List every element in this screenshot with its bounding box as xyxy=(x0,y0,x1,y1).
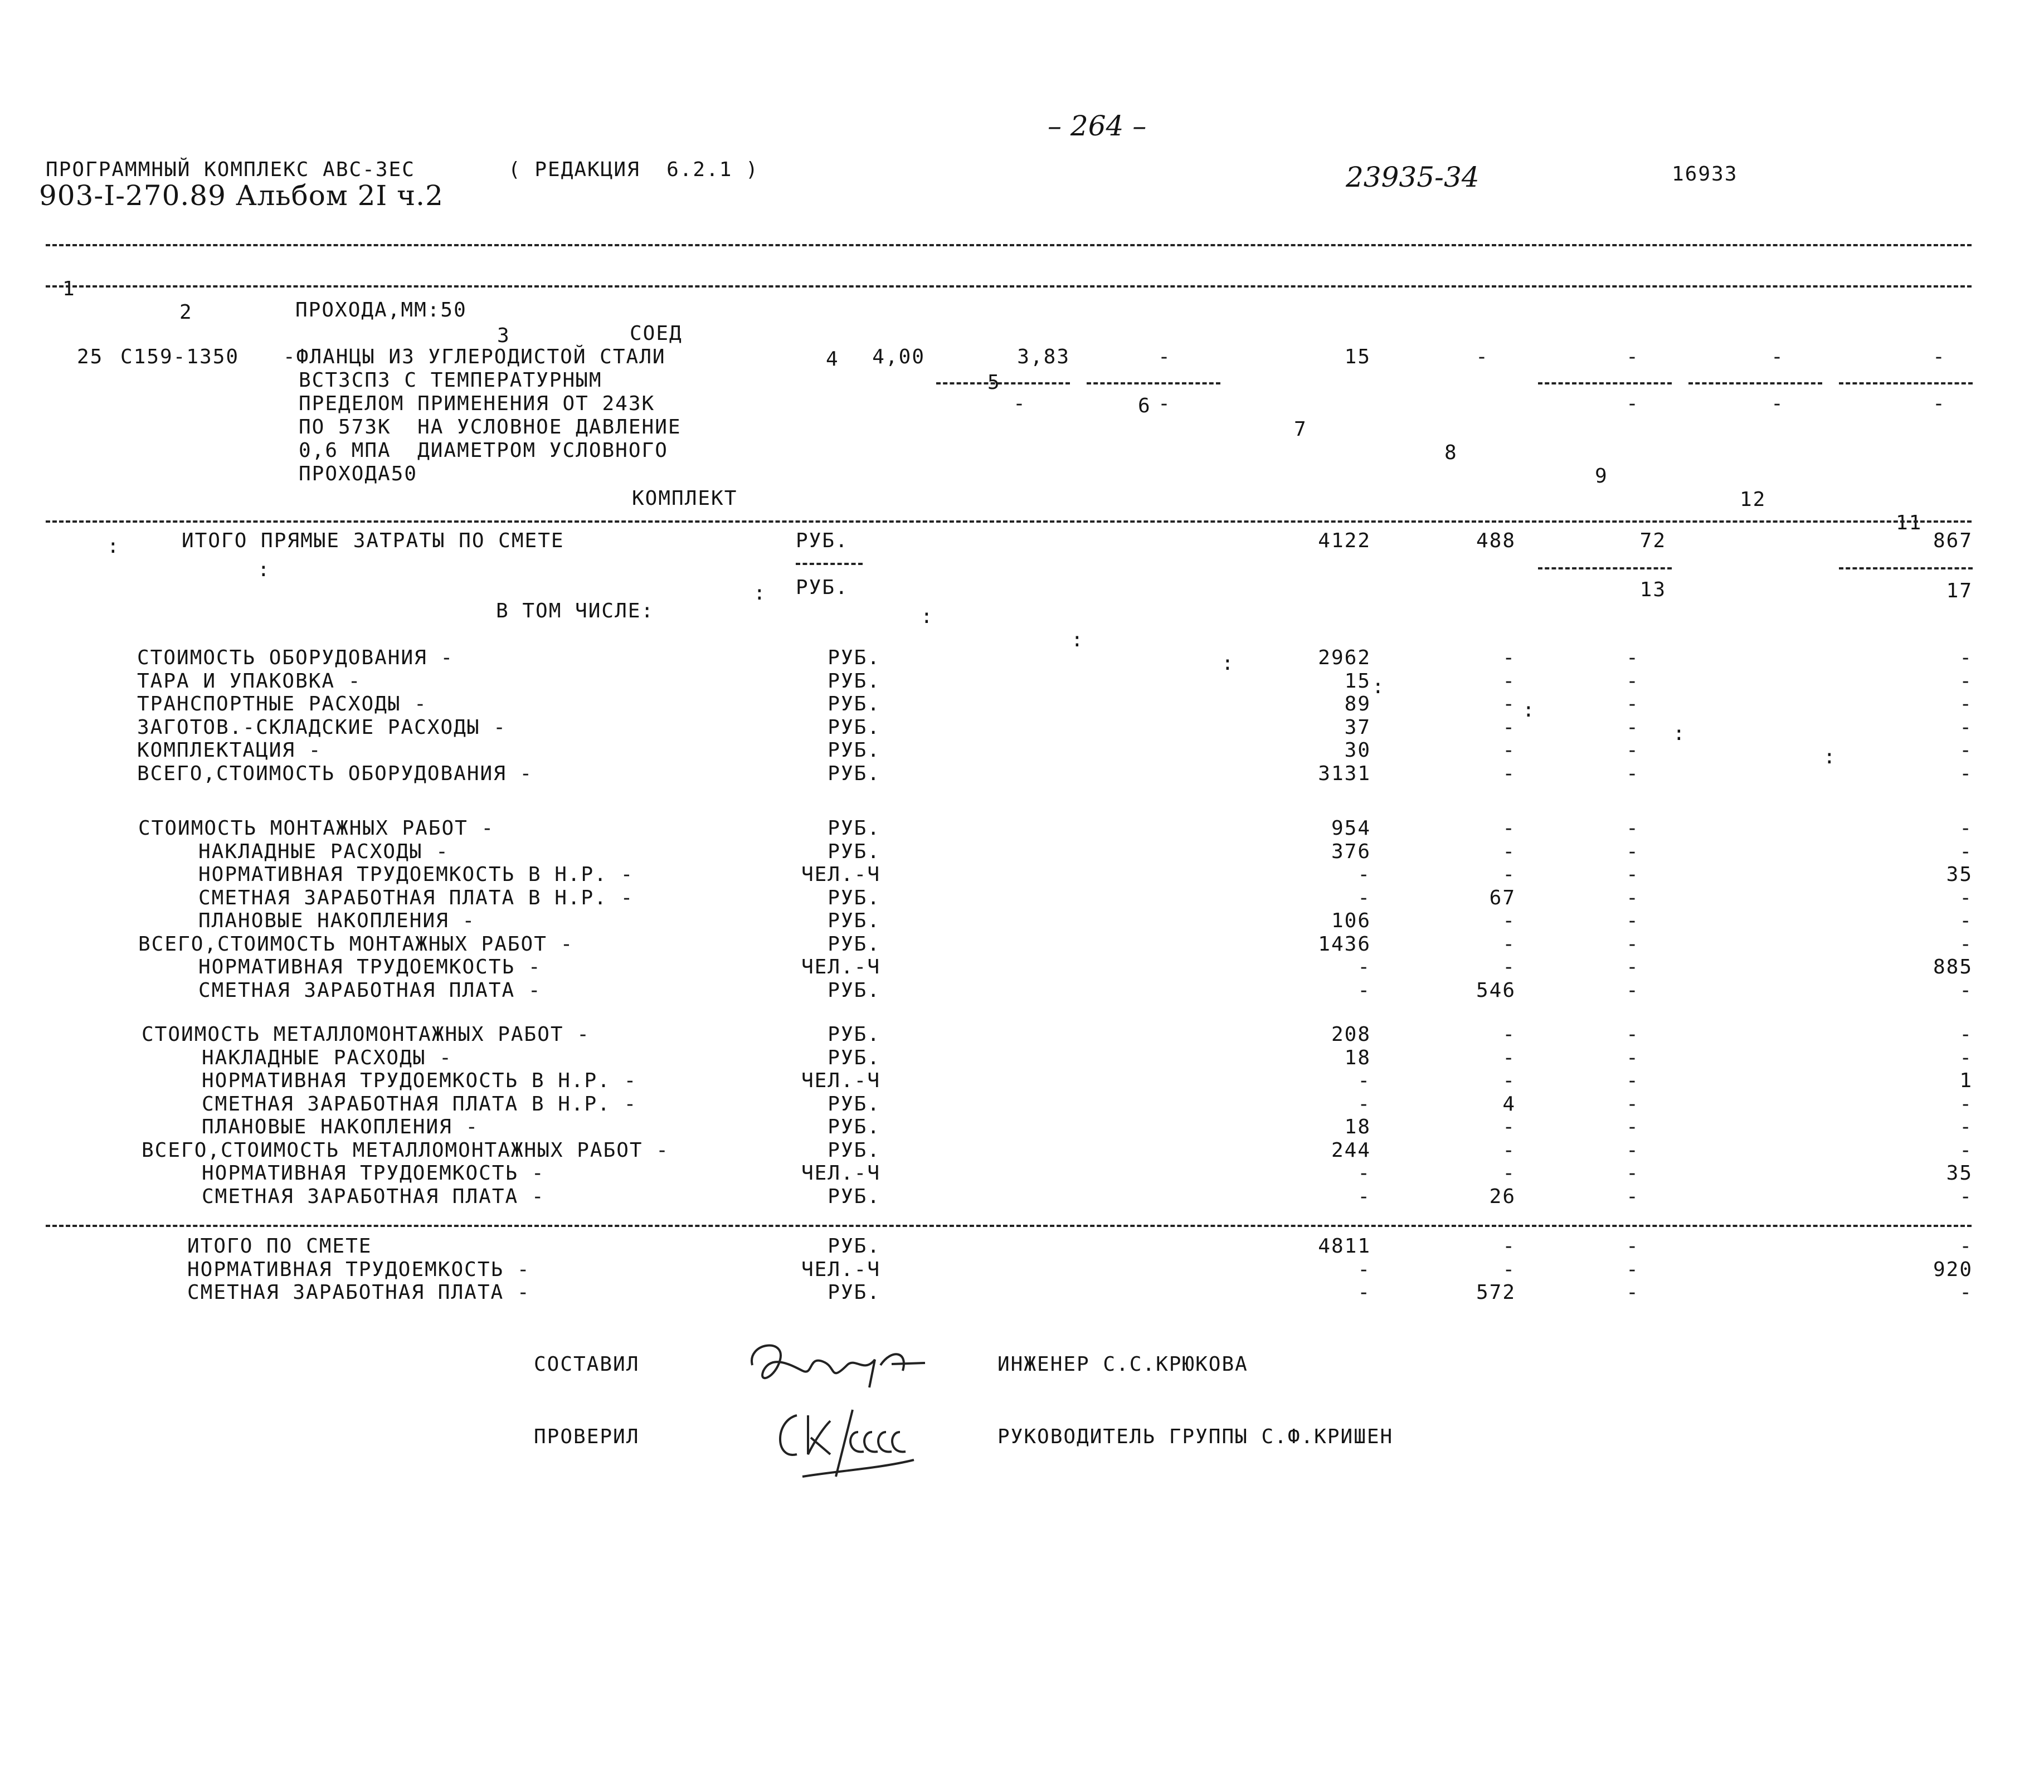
row-label: СМЕТНАЯ ЗАРАБОТНАЯ ПЛАТА - xyxy=(202,1185,545,1208)
row-c8: 67 xyxy=(1489,886,1516,909)
item-c11-divider xyxy=(1839,382,1973,384)
column-3: 3 xyxy=(497,324,510,347)
column-4: 4 xyxy=(826,348,839,371)
row-c9: - xyxy=(1626,646,1639,669)
description-line: ВСТ3СП3 С ТЕМПЕРАТУРНЫМ xyxy=(299,369,602,392)
row-unit: ЧЕЛ.-Ч xyxy=(801,1069,880,1092)
row-c9: - xyxy=(1626,863,1639,886)
row-c7: 954 xyxy=(1331,817,1371,840)
direct-costs-c11: 867 xyxy=(1933,529,1973,552)
row-unit: РУБ. xyxy=(828,669,880,693)
row-c8: - xyxy=(1502,1069,1516,1092)
row-c9: - xyxy=(1626,909,1639,932)
row-unit: РУБ. xyxy=(828,1235,880,1258)
row-c11: - xyxy=(1959,669,1973,693)
row-c8: - xyxy=(1502,1235,1516,1258)
description-line: -ФЛАНЦЫ ИЗ УГЛЕРОДИСТОЙ СТАЛИ xyxy=(283,345,666,368)
row-c7: 89 xyxy=(1344,693,1371,715)
edition: ( РЕДАКЦИЯ 6.2.1 ) xyxy=(508,158,759,181)
direct-costs-c8: 488 xyxy=(1476,529,1516,552)
row-c7: 15 xyxy=(1344,669,1371,693)
item-continuation: ПРОХОДА,ММ:50 xyxy=(295,299,467,322)
row-c11: - xyxy=(1959,840,1973,863)
direct-costs-c11-lower: 17 xyxy=(1946,580,1973,602)
item-number: 25 xyxy=(77,345,104,368)
row-c8: 572 xyxy=(1476,1281,1516,1304)
row-c8: - xyxy=(1502,739,1516,762)
row-unit: ЧЕЛ.-Ч xyxy=(801,956,880,978)
column-separator: : xyxy=(753,582,767,605)
row-c8: - xyxy=(1502,1162,1516,1185)
row-unit: ЧЕЛ.-Ч xyxy=(801,1258,880,1281)
row-unit: РУБ. xyxy=(828,1138,880,1162)
row-label: СМЕТНАЯ ЗАРАБОТНАЯ ПЛАТА - xyxy=(198,978,542,1002)
row-label: СТОИМОСТЬ ОБОРУДОВАНИЯ - xyxy=(137,646,454,669)
row-unit: РУБ. xyxy=(828,646,880,669)
row-unit: РУБ. xyxy=(828,978,880,1002)
row-c8: - xyxy=(1502,693,1516,715)
column-separator: : xyxy=(1071,629,1084,651)
row-c8: - xyxy=(1502,817,1516,840)
row-unit: РУБ. xyxy=(828,886,880,909)
column-9: 9 xyxy=(1595,465,1608,488)
row-label: НОРМАТИВНАЯ ТРУДОЕМКОСТЬ В Н.Р. - xyxy=(198,863,634,886)
row-c7: 3131 xyxy=(1318,762,1371,785)
row-label: НОРМАТИВНАЯ ТРУДОЕМКОСТЬ - xyxy=(187,1258,531,1281)
description-line: ПРОХОДА50 xyxy=(299,462,418,485)
item-c11-lower: - xyxy=(1933,392,1946,415)
row-c9: - xyxy=(1626,956,1639,978)
row-c8: - xyxy=(1502,1116,1516,1138)
row-c9: - xyxy=(1626,932,1639,956)
row-c11: - xyxy=(1959,646,1973,669)
column-11: 11 xyxy=(1896,512,1923,534)
item-c5: 3,83 xyxy=(1017,345,1070,368)
item-c5-lower: - xyxy=(1013,392,1026,415)
row-c11: - xyxy=(1959,762,1973,785)
row-unit: РУБ. xyxy=(828,739,880,762)
page-number: – 264 – xyxy=(1048,110,1147,142)
direct-costs-c9-lower: 13 xyxy=(1639,578,1666,601)
table-top-rule xyxy=(46,244,1972,246)
row-c9: - xyxy=(1626,1116,1639,1138)
direct-costs-unit: РУБ. xyxy=(796,529,849,552)
item-c12: - xyxy=(1771,345,1784,368)
row-c7: 37 xyxy=(1344,715,1371,739)
row-c7: 208 xyxy=(1331,1023,1371,1046)
row-c11: 920 xyxy=(1933,1258,1973,1281)
row-c7: 244 xyxy=(1331,1138,1371,1162)
row-label: НАКЛАДНЫЕ РАСХОДЫ - xyxy=(198,840,449,863)
row-label: ТРАНСПОРТНЫЕ РАСХОДЫ - xyxy=(137,693,427,715)
row-label: ПЛАНОВЫЕ НАКОПЛЕНИЯ - xyxy=(202,1116,479,1138)
row-c11: 885 xyxy=(1933,956,1973,978)
column-8: 8 xyxy=(1444,441,1458,464)
row-c9: - xyxy=(1626,1092,1639,1116)
row-unit: РУБ. xyxy=(828,1046,880,1069)
including-label: В ТОМ ЧИСЛЕ: xyxy=(496,600,655,622)
row-c11: - xyxy=(1959,1281,1973,1304)
row-unit: РУБ. xyxy=(828,693,880,715)
direct-costs-unit-lower: РУБ. xyxy=(796,576,849,599)
row-c8: - xyxy=(1502,646,1516,669)
row-c9: - xyxy=(1626,1138,1639,1162)
row-label: ИТОГО ПО СМЕТЕ xyxy=(187,1235,372,1258)
row-unit: РУБ. xyxy=(828,1092,880,1116)
row-c8: - xyxy=(1502,1258,1516,1281)
item-code: С159-1350 xyxy=(120,345,240,368)
row-c9: - xyxy=(1626,693,1639,715)
handwritten-number: 23935-34 xyxy=(1346,161,1480,193)
row-c8: - xyxy=(1502,669,1516,693)
row-c7: - xyxy=(1357,1185,1371,1208)
row-c8: - xyxy=(1502,1138,1516,1162)
item-c9: - xyxy=(1626,345,1639,368)
row-c9: - xyxy=(1626,840,1639,863)
item-c9-lower: - xyxy=(1626,392,1639,415)
row-c7: 18 xyxy=(1344,1046,1371,1069)
row-c8: 546 xyxy=(1476,978,1516,1002)
row-unit: РУБ. xyxy=(828,840,880,863)
row-c8: - xyxy=(1502,715,1516,739)
row-label: СМЕТНАЯ ЗАРАБОТНАЯ ПЛАТА - xyxy=(187,1281,531,1304)
row-c11: - xyxy=(1959,978,1973,1002)
column-separator: : xyxy=(1372,675,1385,698)
row-unit: РУБ. xyxy=(828,1185,880,1208)
row-c8: - xyxy=(1502,762,1516,785)
direct-costs-label: ИТОГО ПРЯМЫЕ ЗАТРАТЫ ПО СМЕТЕ xyxy=(182,529,564,552)
row-unit: РУБ. xyxy=(828,909,880,932)
code-number: 16933 xyxy=(1672,163,1738,186)
description-line: ПРЕДЕЛОМ ПРИМЕНЕНИЯ ОТ 243К xyxy=(299,392,655,415)
row-c7: - xyxy=(1357,1162,1371,1185)
row-c11: - xyxy=(1959,1116,1973,1138)
row-c11: - xyxy=(1959,932,1973,956)
row-unit: РУБ. xyxy=(828,1023,880,1046)
direct-costs-c7: 4122 xyxy=(1318,529,1371,552)
item-c8: - xyxy=(1476,345,1489,368)
column-separator: : xyxy=(1823,746,1837,768)
row-c11: - xyxy=(1959,817,1973,840)
row-c9: - xyxy=(1626,1185,1639,1208)
row-c9: - xyxy=(1626,1162,1639,1185)
direct-costs-c9: 72 xyxy=(1639,529,1666,552)
signature-compiler xyxy=(741,1332,931,1404)
row-c7: - xyxy=(1357,1281,1371,1304)
row-unit: РУБ. xyxy=(828,817,880,840)
item-c6-divider xyxy=(1087,382,1220,384)
row-c9: - xyxy=(1626,978,1639,1002)
column-7: 7 xyxy=(1294,418,1307,441)
column-separator: : xyxy=(1673,722,1686,745)
row-c7: - xyxy=(1357,978,1371,1002)
row-c7: 4811 xyxy=(1318,1235,1371,1258)
column-separator: : xyxy=(1221,652,1235,675)
row-c11: - xyxy=(1959,1138,1973,1162)
column-12: 12 xyxy=(1740,488,1766,511)
item-c11: - xyxy=(1933,345,1946,368)
checked-by: РУКОВОДИТЕЛЬ ГРУППЫ С.Ф.КРИШЕН xyxy=(997,1425,1394,1448)
signature-checker xyxy=(769,1399,936,1488)
totals-rule xyxy=(46,1225,1972,1227)
row-c8: - xyxy=(1502,1046,1516,1069)
row-c7: - xyxy=(1357,956,1371,978)
row-c9: - xyxy=(1626,1281,1639,1304)
row-c7: - xyxy=(1357,1069,1371,1092)
row-c9: - xyxy=(1626,739,1639,762)
description-line: ПО 573К НА УСЛОВНОЕ ДАВЛЕНИЕ xyxy=(299,416,682,439)
row-c7: - xyxy=(1357,1092,1371,1116)
program-line: ПРОГРАММНЫЙ КОМПЛЕКС АВС-ЗЕС xyxy=(46,158,415,181)
item-c12-divider xyxy=(1688,382,1822,384)
row-unit: РУБ. xyxy=(828,762,880,785)
row-c11: - xyxy=(1959,1092,1973,1116)
row-unit: РУБ. xyxy=(828,1281,880,1304)
row-c11: - xyxy=(1959,1046,1973,1069)
compiled-by: ИНЖЕНЕР С.С.КРЮКОВА xyxy=(997,1353,1248,1376)
row-c7: 376 xyxy=(1331,840,1371,863)
item-c6-lower: - xyxy=(1158,392,1171,415)
row-c8: 26 xyxy=(1489,1185,1516,1208)
item-c7: 15 xyxy=(1344,345,1371,368)
row-unit: ЧЕЛ.-Ч xyxy=(801,863,880,886)
row-label: ПЛАНОВЫЕ НАКОПЛЕНИЯ - xyxy=(198,909,476,932)
row-c7: 18 xyxy=(1344,1116,1371,1138)
row-c11: - xyxy=(1959,1185,1973,1208)
row-label: НОРМАТИВНАЯ ТРУДОЕМКОСТЬ - xyxy=(198,956,542,978)
row-c11: 35 xyxy=(1946,1162,1973,1185)
description-line: 0,6 МПА ДИАМЕТРОМ УСЛОВНОГО xyxy=(299,439,668,462)
row-label: НАКЛАДНЫЕ РАСХОДЫ - xyxy=(202,1046,452,1069)
row-label: СМЕТНАЯ ЗАРАБОТНАЯ ПЛАТА В Н.Р. - xyxy=(202,1092,637,1116)
row-label: СМЕТНАЯ ЗАРАБОТНАЯ ПЛАТА В Н.Р. - xyxy=(198,886,634,909)
row-c8: - xyxy=(1502,840,1516,863)
row-c9: - xyxy=(1626,669,1639,693)
row-c11: 1 xyxy=(1959,1069,1973,1092)
row-label: СТОИМОСТЬ МОНТАЖНЫХ РАБОТ - xyxy=(138,817,495,840)
checked-label: ПРОВЕРИЛ xyxy=(534,1425,640,1448)
item-unit: КОМПЛЕКТ xyxy=(632,487,738,510)
row-c7: - xyxy=(1357,886,1371,909)
document-reference: 903-I-270.89 Альбом 2I ч.2 xyxy=(39,179,444,212)
row-c11: - xyxy=(1959,909,1973,932)
row-c9: - xyxy=(1626,1023,1639,1046)
row-c9: - xyxy=(1626,762,1639,785)
row-c7: 2962 xyxy=(1318,646,1371,669)
row-c11: - xyxy=(1959,693,1973,715)
row-label: ВСЕГО,СТОИМОСТЬ ОБОРУДОВАНИЯ - xyxy=(137,762,533,785)
row-label: ТАРА И УПАКОВКА - xyxy=(137,669,362,693)
row-label: ВСЕГО,СТОИМОСТЬ МОНТАЖНЫХ РАБОТ - xyxy=(138,932,574,956)
row-c8: - xyxy=(1502,909,1516,932)
row-c7: 1436 xyxy=(1318,932,1371,956)
item-continuation-unit: СОЕД xyxy=(630,322,683,345)
column-separator: : xyxy=(1522,699,1536,722)
direct-costs-unit-divider xyxy=(796,563,863,565)
column-5: 5 xyxy=(987,371,1001,394)
row-c9: - xyxy=(1626,1235,1639,1258)
row-unit: РУБ. xyxy=(828,1116,880,1138)
row-label: НОРМАТИВНАЯ ТРУДОЕМКОСТЬ - xyxy=(202,1162,545,1185)
row-c8: - xyxy=(1502,932,1516,956)
row-label: ВСЕГО,СТОИМОСТЬ МЕТАЛЛОМОНТАЖНЫХ РАБОТ - xyxy=(142,1138,669,1162)
row-c9: - xyxy=(1626,1046,1639,1069)
row-c8: - xyxy=(1502,956,1516,978)
column-separator: : xyxy=(257,558,271,581)
row-label: НОРМАТИВНАЯ ТРУДОЕМКОСТЬ В Н.Р. - xyxy=(202,1069,637,1092)
row-c8: 4 xyxy=(1502,1092,1516,1116)
direct-costs-rule xyxy=(46,520,1972,523)
item-c12-lower: - xyxy=(1771,392,1784,415)
row-c11: - xyxy=(1959,886,1973,909)
row-unit: РУБ. xyxy=(828,932,880,956)
row-c11: - xyxy=(1959,739,1973,762)
direct-costs-c11-divider xyxy=(1839,567,1973,569)
header-bottom-rule xyxy=(46,285,1972,288)
row-label: КОМПЛЕКТАЦИЯ - xyxy=(137,739,322,762)
row-c7: - xyxy=(1357,1258,1371,1281)
row-c7: 30 xyxy=(1344,739,1371,762)
row-unit: ЧЕЛ.-Ч xyxy=(801,1162,880,1185)
row-c9: - xyxy=(1626,886,1639,909)
row-c9: - xyxy=(1626,1258,1639,1281)
item-c6: - xyxy=(1158,345,1171,368)
row-c7: 106 xyxy=(1331,909,1371,932)
row-label: СТОИМОСТЬ МЕТАЛЛОМОНТАЖНЫХ РАБОТ - xyxy=(142,1023,590,1046)
row-c8: - xyxy=(1502,1023,1516,1046)
column-2: 2 xyxy=(179,301,193,324)
row-c9: - xyxy=(1626,1069,1639,1092)
row-c7: - xyxy=(1357,863,1371,886)
row-c11: - xyxy=(1959,1235,1973,1258)
column-separators: : xyxy=(107,535,120,558)
column-separator: : xyxy=(921,605,934,628)
row-c11: - xyxy=(1959,1023,1973,1046)
row-c8: - xyxy=(1502,863,1516,886)
compiled-label: СОСТАВИЛ xyxy=(534,1353,640,1376)
row-c9: - xyxy=(1626,817,1639,840)
column-1: 1 xyxy=(62,277,76,300)
row-c11: - xyxy=(1959,715,1973,739)
row-unit: РУБ. xyxy=(828,715,880,739)
item-c5-divider xyxy=(936,382,1070,384)
column-6: 6 xyxy=(1138,395,1151,417)
item-c4: 4,00 xyxy=(872,345,925,368)
direct-costs-c9-divider xyxy=(1538,567,1672,569)
row-label: ЗАГОТОВ.-СКЛАДСКИЕ РАСХОДЫ - xyxy=(137,715,507,739)
item-c9-divider xyxy=(1538,382,1672,384)
row-c11: 35 xyxy=(1946,863,1973,886)
row-c9: - xyxy=(1626,715,1639,739)
